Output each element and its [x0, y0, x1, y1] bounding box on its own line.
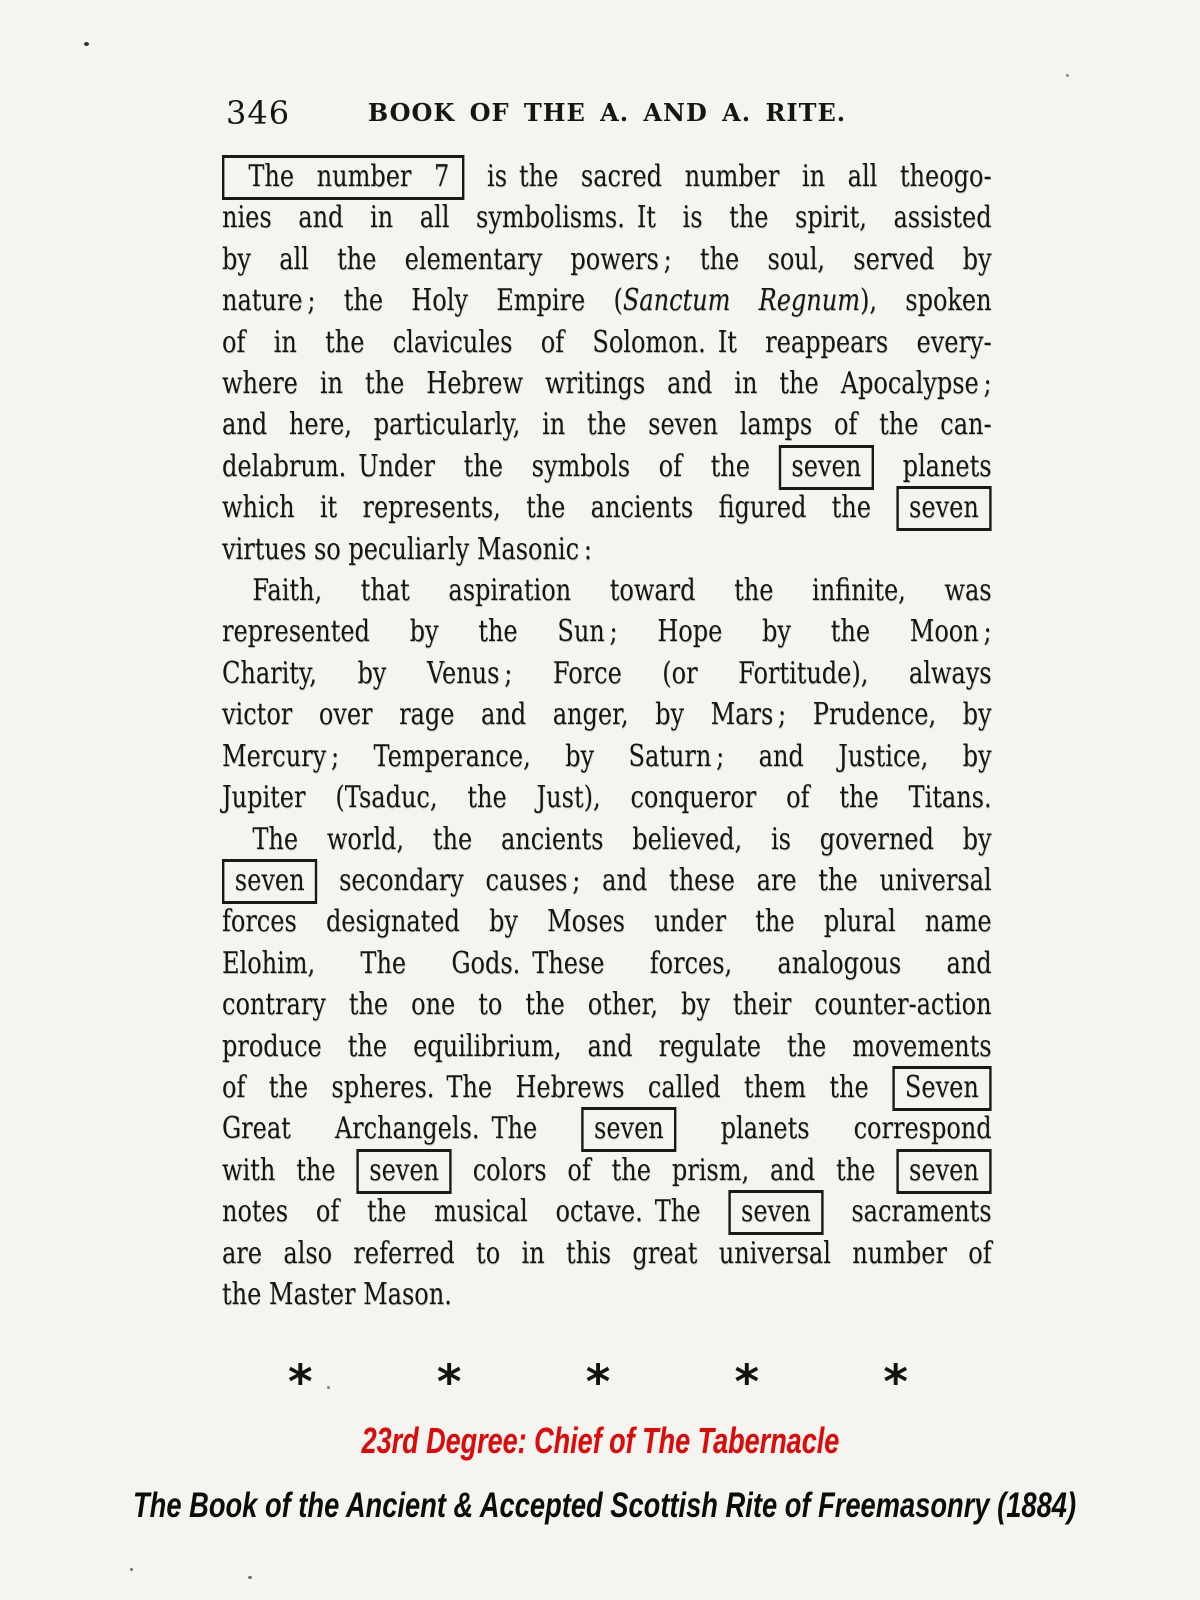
text-line: [222, 736, 992, 777]
body-text: [222, 156, 992, 1315]
text-segment: where in the Hebrew writings and in the Apocalypse ;: [222, 366, 992, 402]
text-segment: contrary the one to the other, by their counter-action: [222, 987, 992, 1023]
asterisk-glyph: *: [883, 1354, 908, 1410]
text-segment: Jupiter (Tsaduc, the Just), conqueror of the Titans.: [222, 780, 992, 816]
text-line: [222, 984, 992, 1025]
text-segment: virtues so peculiarly Masonic :: [222, 531, 592, 567]
boxed-word: The number 7: [222, 155, 464, 200]
scan-speck: [1066, 74, 1069, 77]
text-segment: is the sacred number in all theogo-: [464, 159, 992, 194]
scan-speck: [130, 1568, 133, 1571]
text-segment: sacraments: [823, 1194, 992, 1230]
text-line: [222, 1108, 992, 1149]
text-segment: ), spoken: [859, 283, 992, 319]
text-segment: The world, the ancients believed, is governed by: [252, 821, 992, 857]
boxed-word: seven: [896, 1149, 991, 1194]
text-segment: planets correspond: [676, 1111, 992, 1147]
asterisk-glyph: *: [288, 1354, 313, 1410]
running-head: [222, 94, 992, 134]
text-segment: notes of the musical octave. The: [222, 1194, 729, 1230]
text-line: [222, 943, 992, 984]
text-segment: Faith, that aspiration toward the infinite, was: [252, 573, 992, 609]
text-line: [222, 1150, 992, 1191]
text-segment: delabrum. Under the symbols of the: [222, 448, 779, 484]
text-line: [222, 446, 992, 487]
text-segment: are also referred to in this great universal number of: [222, 1235, 992, 1271]
text-segment: of the spheres. The Hebrews called them the: [222, 1069, 893, 1105]
source-caption: [0, 1486, 1200, 1526]
text-line: [222, 156, 992, 197]
text-segment: by all the elementary powers ; the soul, served by: [222, 241, 992, 277]
text-segment: nies and in all symbolisms. It is the spirit, assisted: [222, 200, 992, 236]
text-line: [222, 1274, 992, 1315]
text-segment: with the: [222, 1152, 357, 1188]
boxed-word: Seven: [892, 1066, 991, 1111]
boxed-word: seven: [779, 445, 874, 490]
degree-caption: [0, 1420, 1200, 1462]
scan-speck: [84, 42, 89, 46]
text-segment: planets: [873, 448, 992, 484]
text-line: [222, 1026, 992, 1067]
asterisk-glyph: *: [585, 1354, 611, 1410]
text-segment: the Master Mason.: [222, 1276, 452, 1312]
text-line: [222, 1191, 992, 1232]
text-line: [222, 901, 992, 942]
text-segment: Great Archangels. The: [222, 1111, 582, 1147]
text-segment: forces designated by Moses under the plural name: [222, 904, 992, 940]
text-segment: and here, particularly, in the seven lamps of the can-: [222, 407, 992, 443]
running-title: BOOK OF THE A. AND A. RITE.: [367, 98, 847, 127]
text-line: [222, 819, 992, 860]
text-segment: Sanctum Regnum: [622, 283, 860, 319]
degree-caption-text: 23rd Degree: Chief of The Tabernacle: [361, 1420, 839, 1461]
text-line: [222, 322, 992, 363]
text-line: [222, 653, 992, 694]
boxed-word: seven: [896, 486, 991, 531]
text-line: [222, 197, 992, 238]
text-segment: secondary causes ; and these are the universal: [317, 862, 992, 898]
text-line: [222, 611, 992, 652]
asterisk-glyph: *: [734, 1354, 760, 1410]
text-segment: of in the clavicules of Solomon. It reappears every-: [222, 324, 992, 360]
text-segment: nature ; the Holy Empire (: [222, 283, 623, 319]
text-line: [222, 404, 992, 445]
boxed-word: seven: [728, 1190, 823, 1235]
text-line: [222, 860, 992, 901]
text-line: [222, 694, 992, 735]
boxed-word: seven: [222, 859, 317, 904]
text-line: [222, 487, 992, 528]
text-line: [222, 777, 992, 818]
text-line: [222, 363, 992, 404]
source-caption-text: The Book of the Ancient & Accepted Scottish Rite of Freemasonry (1884): [132, 1486, 1077, 1525]
text-line: [222, 1067, 992, 1108]
text-line: [222, 529, 992, 570]
boxed-word: seven: [581, 1107, 676, 1152]
asterisk-separator: [288, 1352, 908, 1410]
text-line: [222, 239, 992, 280]
text-line: [222, 1233, 992, 1274]
text-segment: represented by the Sun ; Hope by the Moon ;: [222, 614, 992, 650]
text-segment: which it represents, the ancients figured the: [222, 490, 897, 526]
scan-speck: [248, 1576, 252, 1579]
text-segment: produce the equilibrium, and regulate the movements: [222, 1028, 992, 1064]
text-segment: victor over rage and anger, by Mars ; Prudence, by: [222, 697, 992, 733]
page-number: 346: [226, 94, 291, 132]
text-line: [222, 280, 992, 321]
text-segment: colors of the prism, and the: [451, 1152, 897, 1188]
asterisk-glyph: *: [436, 1354, 462, 1410]
text-segment: Charity, by Venus ; Force (or Fortitude), always: [222, 655, 992, 691]
text-segment: Mercury ; Temperance, by Saturn ; and Justice, by: [222, 738, 992, 774]
text-line: [222, 570, 992, 611]
scan-speck: [327, 1386, 330, 1389]
boxed-word: seven: [356, 1149, 451, 1194]
text-segment: Elohim, The Gods. These forces, analogous and: [222, 945, 992, 981]
